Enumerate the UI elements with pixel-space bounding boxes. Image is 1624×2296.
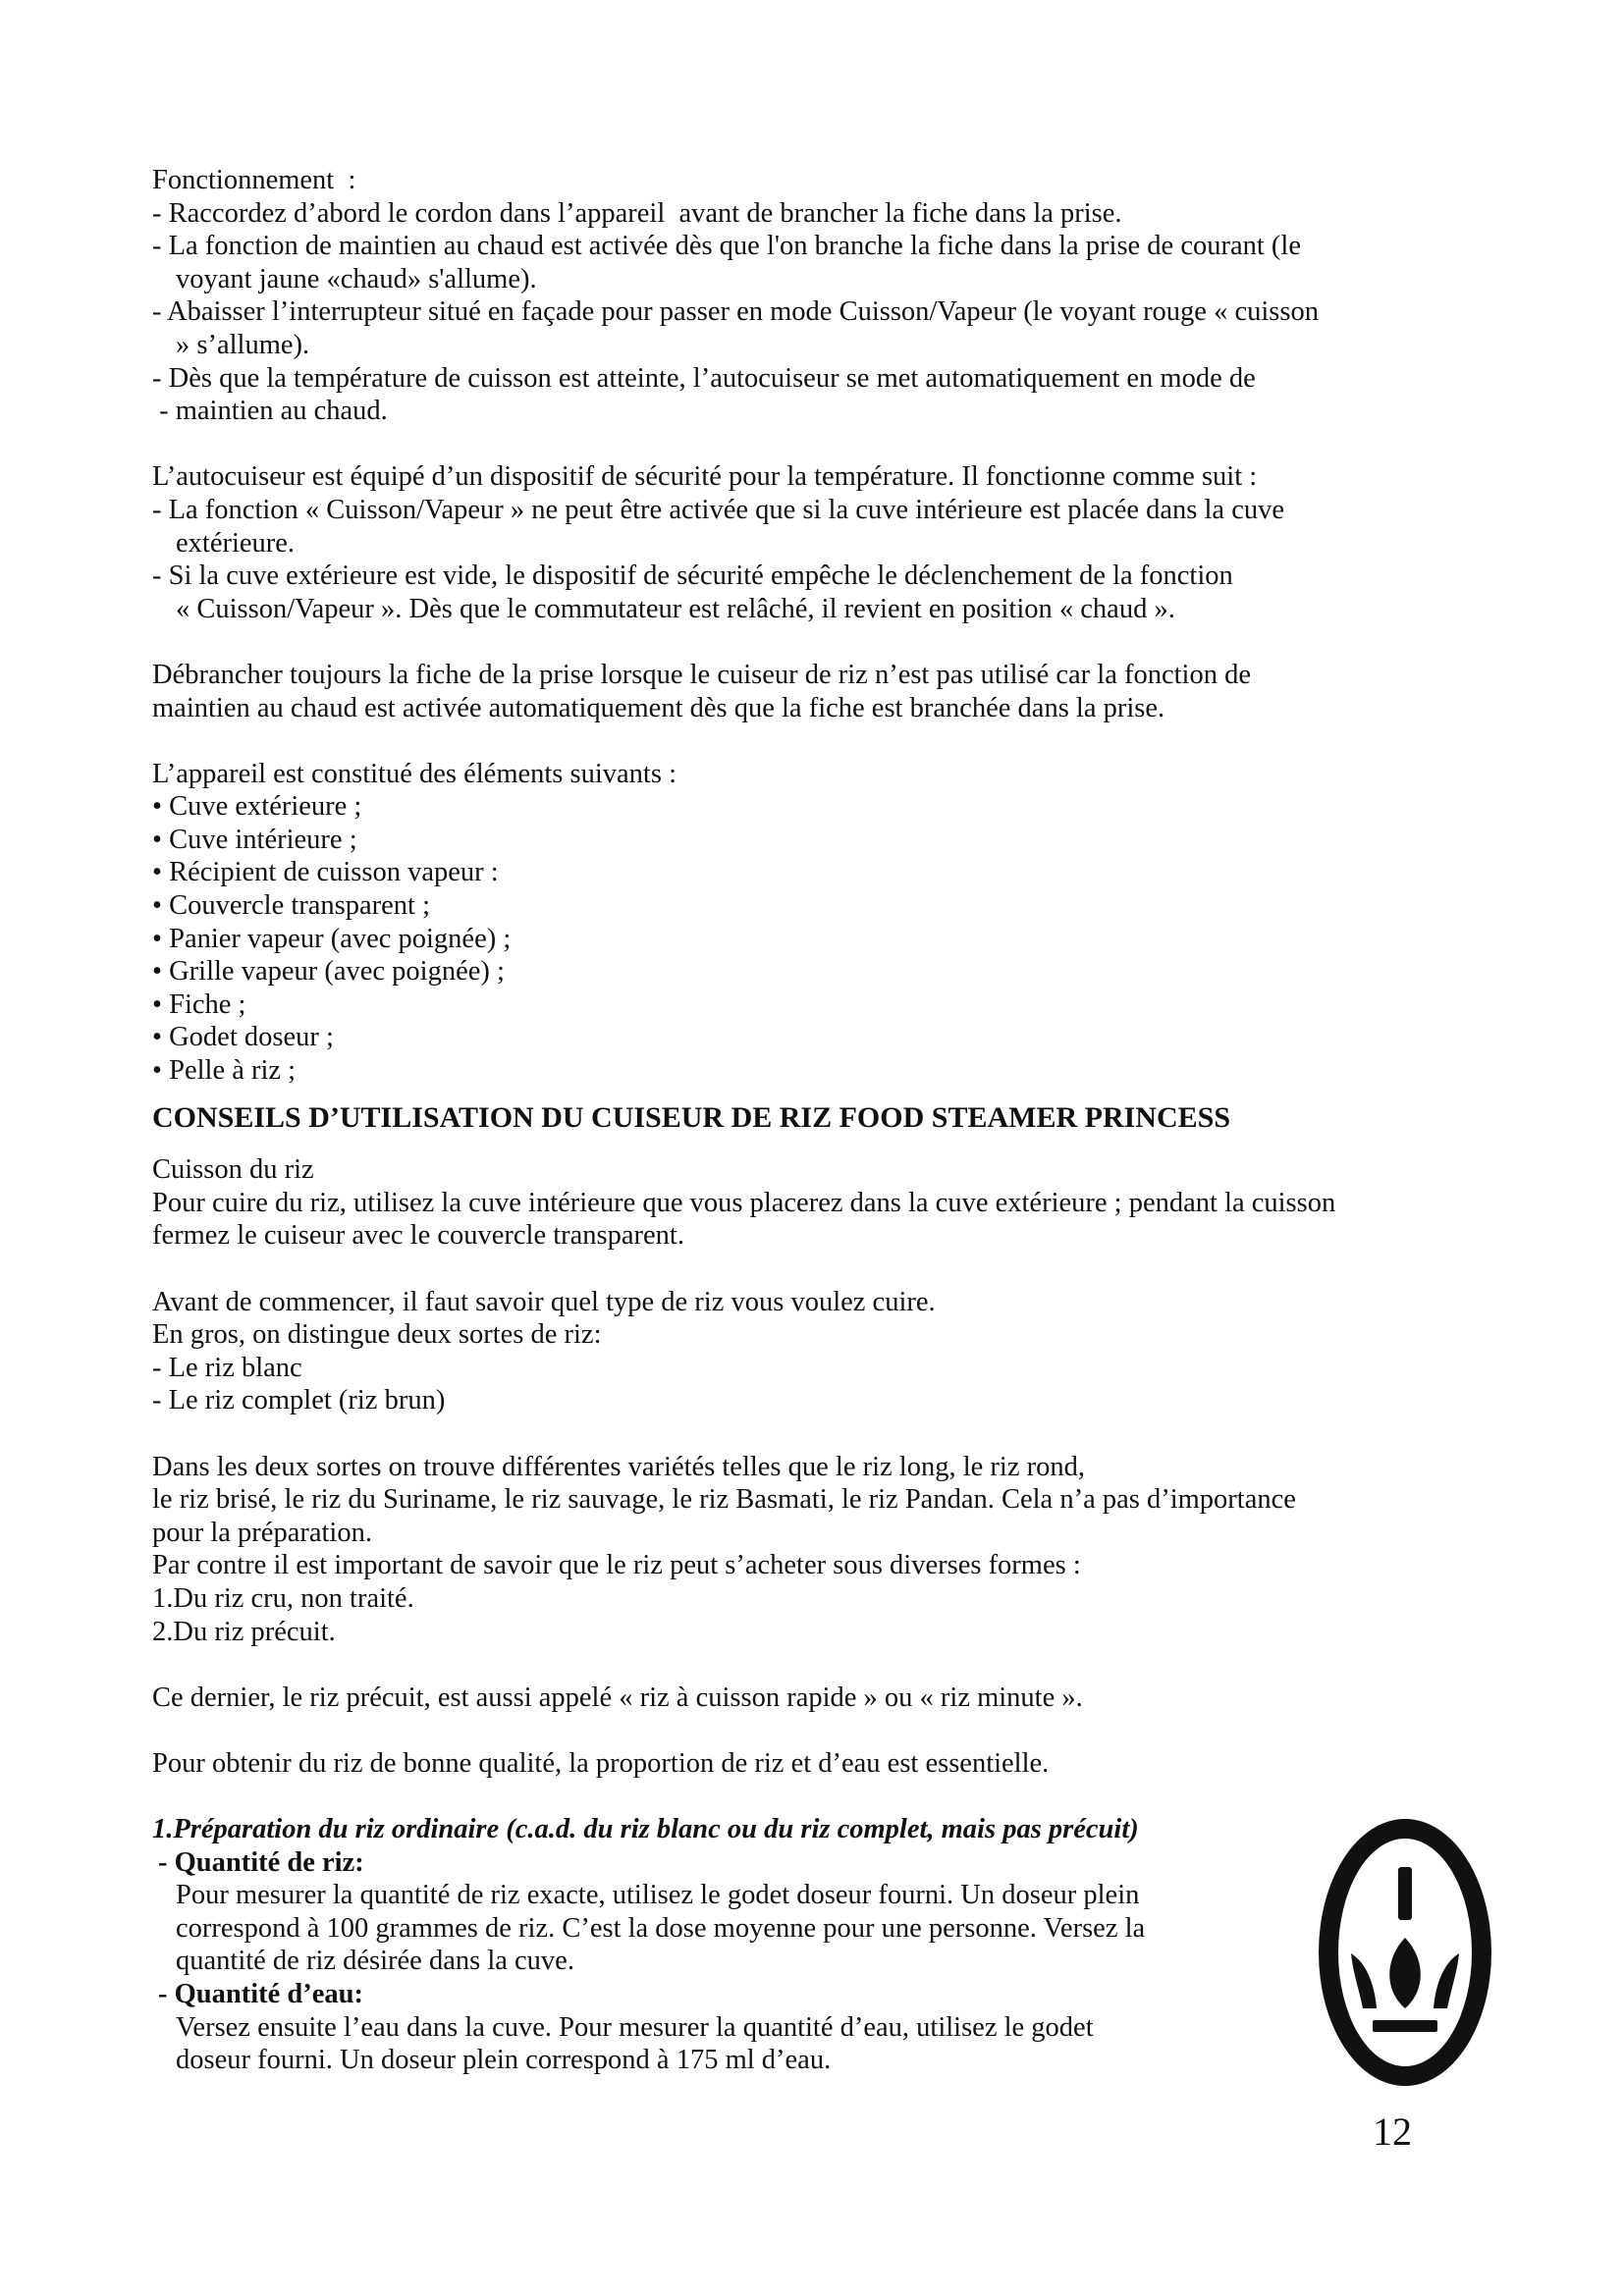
functioning-line: - La fonction de maintien au chaud est activée dès que l'on branche la fiche dans la prise de courant (le <box>152 231 1301 262</box>
functioning-line: - maintien au chaud. <box>152 396 388 427</box>
types-line: En gros, on distingue deux sortes de riz: <box>152 1319 602 1351</box>
section-heading: CONSEILS D’UTILISATION DU CUISEUR DE RIZ FOOD STEAMER PRINCESS <box>152 1100 1231 1134</box>
page-number: 12 <box>1373 2109 1412 2154</box>
varieties-line: Dans les deux sortes on trouve différentes variétés telles que le riz long, le riz rond, <box>152 1451 1085 1482</box>
quality-line: Pour obtenir du riz de bonne qualité, la proportion de riz et d’eau est essentielle. <box>152 1747 1050 1779</box>
varieties-line: 2.Du riz précuit. <box>152 1616 336 1647</box>
functioning-line: - Raccordez d’abord le cordon dans l’appareil avant de brancher la fiche dans la prise. <box>152 197 1122 229</box>
cooking-line: Pour cuire du riz, utilisez la cuve intérieure que vous placerez dans la cuve extérieure ; pendant la cuisson <box>152 1187 1336 1218</box>
preparation-title: 1.Préparation du riz ordinaire (c.a.d. du riz blanc ou du riz complet, mais pas précuit) <box>152 1814 1139 1845</box>
varieties-line: 1.Du riz cru, non traité. <box>152 1582 414 1614</box>
varieties-line: Par contre il est important de savoir que le riz peut s’acheter sous diverses formes : <box>152 1550 1081 1581</box>
rice-quantity-label: - Quantité de riz: <box>158 1846 364 1878</box>
safety-line: - Si la cuve extérieure est vide, le dispositif de sécurité empêche le déclenchement de la fonction <box>152 561 1233 592</box>
types-line: - Le riz complet (riz brun) <box>152 1385 446 1416</box>
unplug-line: Débrancher toujours la fiche de la prise lorsque le cuiseur de riz n’est pas utilisé car la fonction de <box>152 659 1251 690</box>
unplug-line: maintien au chaud est activée automatiquement dès que la fiche est branchée dans la prise. <box>152 692 1165 723</box>
component-item: • Couvercle transparent ; <box>152 890 430 922</box>
water-quantity-line: doseur fourni. Un doseur plein correspond à 175 ml d’eau. <box>176 2045 832 2076</box>
cooking-line: fermez le cuiseur avec le couvercle transparent. <box>152 1220 684 1252</box>
component-item: • Cuve extérieure ; <box>152 791 362 823</box>
rice-quantity-line: Pour mesurer la quantité de riz exacte, utilisez le godet doseur fourni. Un doseur plein <box>176 1880 1140 1911</box>
safety-line: « Cuisson/Vapeur ». Dès que le commutateur est relâché, il revient en position « chaud ». <box>176 593 1175 624</box>
component-item: • Pelle à riz ; <box>152 1055 297 1087</box>
components-intro: L’appareil est constitué des éléments suivants : <box>152 758 677 789</box>
functioning-line: voyant jaune «chaud» s'allume). <box>176 263 537 294</box>
varieties-line: pour la préparation. <box>152 1517 372 1548</box>
precooked-line: Ce dernier, le riz précuit, est aussi appelé « riz à cuisson rapide » ou « riz minute ». <box>152 1682 1083 1713</box>
water-quantity-line: Versez ensuite l’eau dans la cuve. Pour mesurer la quantité d’eau, utilisez le godet <box>176 2011 1094 2043</box>
cooking-title: Cuisson du riz <box>152 1154 314 1186</box>
rice-quantity-line: quantité de riz désirée dans la cuve. <box>176 1946 574 1977</box>
water-quantity-label: - Quantité d’eau: <box>158 1979 363 2010</box>
functioning-line: - Abaisser l’interrupteur situé en façade pour passer en mode Cuisson/Vapeur (le voyant rouge « cuisson <box>152 296 1319 328</box>
safety-line: - La fonction « Cuisson/Vapeur » ne peut être activée que si la cuve intérieure est placée dans la cuve <box>152 494 1284 525</box>
component-item: • Récipient de cuisson vapeur : <box>152 857 499 888</box>
component-item: • Grille vapeur (avec poignée) ; <box>152 956 505 988</box>
varieties-line: le riz brisé, le riz du Suriname, le riz sauvage, le riz Basmati, le riz Pandan. Cela n’a pas d’importance <box>152 1484 1296 1516</box>
functioning-line: - Dès que la température de cuisson est atteinte, l’autocuiseur se met automatiquement en mode de <box>152 362 1256 394</box>
types-line: - Le riz blanc <box>152 1352 302 1383</box>
types-line: Avant de commencer, il faut savoir quel type de riz vous voulez cuire. <box>152 1286 936 1317</box>
functioning-title: Fonctionnement : <box>152 165 356 195</box>
component-item: • Fiche ; <box>152 988 246 1020</box>
page-content <box>152 164 1507 2077</box>
safety-line: extérieure. <box>176 527 296 559</box>
component-item: • Cuve intérieure ; <box>152 824 357 855</box>
rice-quantity-line: correspond à 100 grammes de riz. C’est la dose moyenne pour une personne. Versez la <box>176 1912 1146 1944</box>
component-item: • Panier vapeur (avec poignée) ; <box>152 923 512 954</box>
princess-crown-logo-icon <box>1316 1816 1494 2089</box>
component-item: • Godet doseur ; <box>152 1022 334 1053</box>
functioning-line: » s’allume). <box>176 329 310 360</box>
safety-intro: L’autocuiseur est équipé d’un dispositif de sécurité pour la température. Il fonctionne comme suit : <box>152 461 1258 493</box>
